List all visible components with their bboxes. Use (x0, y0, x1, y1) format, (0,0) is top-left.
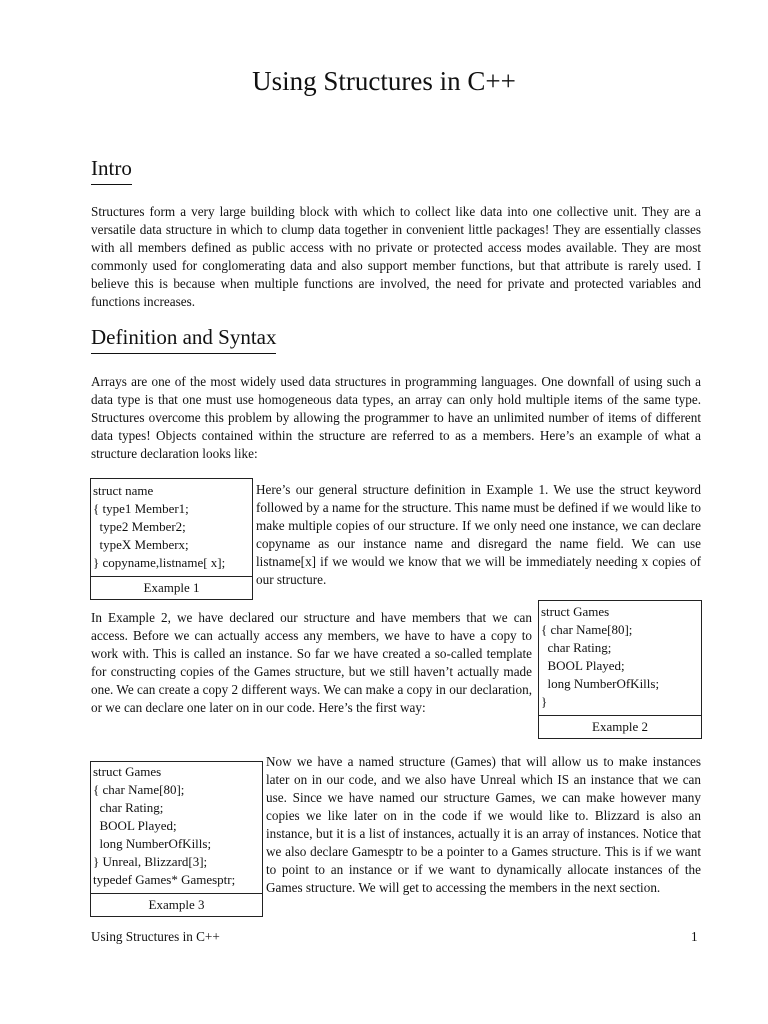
example-3-code: struct Games { char Name[80]; char Rating; BOOL Played; long NumberOfKills; } Unreal, Blizzard[3]; typedef Games* Gamesptr; (93, 764, 236, 887)
page-number: 1 (691, 929, 698, 944)
example-2-code: struct Games { char Name[80]; char Rating; BOOL Played; long NumberOfKills; } (541, 604, 660, 709)
example-3-box (90, 761, 263, 917)
example-3-paragraph: Now we have a named structure (Games) that will allow us to make instances later on in our code, and we also have Unreal which IS an instance that we can use. Since we have named our structure Games, we can make however many copies we like later on in the code if we would like to. Blizzard is also an instance, but it is a list of instances, actually it is an array of instances. Notice that we also declare Gamesptr to be a pointer to a Games structure. This is if we want to point to an instance or if we want to dynamically allocate instances of the Games structure. We will get to accessing the members in the next section. (266, 754, 701, 895)
section-heading-intro: Intro (91, 156, 132, 185)
footer-title: Using Structures in C++ (91, 929, 220, 944)
example-2-box (538, 600, 702, 739)
example-1-box (90, 478, 253, 600)
example-1-code: struct name { type1 Member1; type2 Member2; typeX Memberx; } copyname,listname[ x]; (93, 483, 226, 570)
example-3-caption: Example 3 (91, 893, 262, 916)
page-title: Using Structures in C++ (252, 66, 516, 96)
example-1-caption: Example 1 (91, 576, 252, 599)
intro-paragraph: Structures form a very large building block with which to collect like data into one collective unit. They are a versatile data structure in which to clump data together in convenient little packages! They are essentially classes with all members defined as public access with no private or protected access modes available. They are most commonly used for conglomerating data and also support member functions, but that attribute is rarely used. I believe this is because when multiple functions are involved, the need for private and protected variables and functions increases. (91, 204, 701, 309)
section-heading-definition: Definition and Syntax (91, 325, 276, 354)
example-2-paragraph: In Example 2, we have declared our structure and have members that we can access. Before we can actually access any members, we have to have a copy to work with. This is called an instance. So far we have created a so-called template for constructing copies of the Games structure, but we still haven’t actually made one. We can create a copy 2 different ways. We can make a copy in our declaration, or we can declare one later on in our code. Here’s the first way: (91, 610, 532, 715)
definition-paragraph: Arrays are one of the most widely used data structures in programming languages. One downfall of using such a data type is that one must use homogeneous data types, an array can only hold multiple items of the same type. Structures overcome this problem by allowing the programmer to have an unlimited number of items of different data types! Objects contained within the structure are referred to as a members. Here’s an example of what a structure declaration looks like: (91, 374, 701, 461)
example-2-caption: Example 2 (539, 715, 701, 738)
example-1-paragraph: Here’s our general structure definition in Example 1. We use the struct keyword followed by a name for the structure. This name must be defined if we would like to make multiple copies of our structure. If we only need one instance, we can declare copyname as our instance name and disregard the name field. We can use listname[x] if we would we know that we will be immediately needing x copies of our structure. (256, 482, 701, 587)
